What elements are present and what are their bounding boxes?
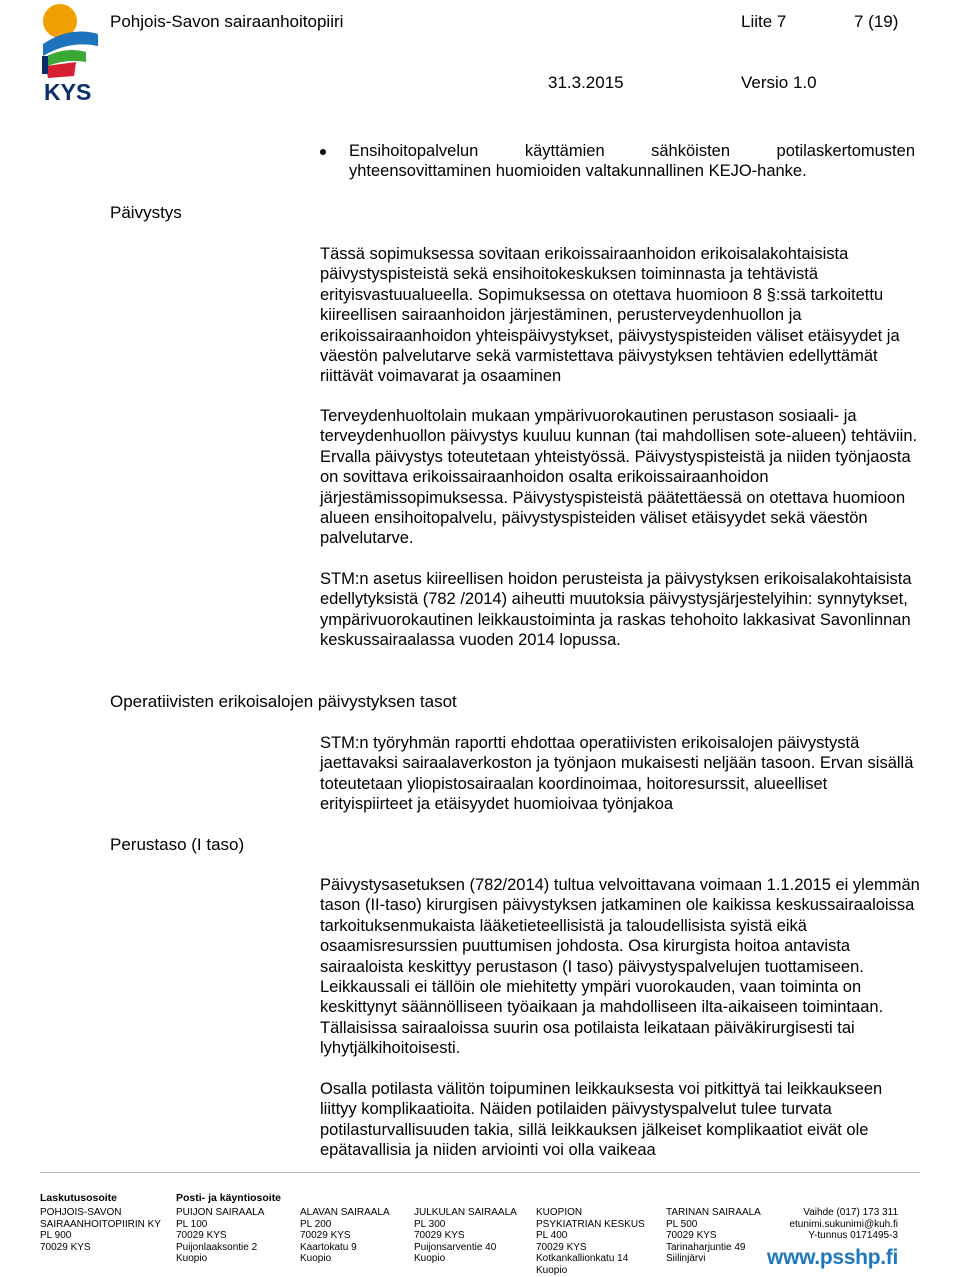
footer-line: SAIRAANHOITOPIIRIN KY bbox=[40, 1218, 161, 1230]
footer-line: 70029 KYS bbox=[300, 1230, 351, 1242]
footer-phone: Vaihde (017) 173 311 bbox=[803, 1207, 898, 1218]
paragraph: Osalla potilasta välitön toipuminen leikkauksesta voi pitkittyä tai leikkaukseen liittyy komplikaatioita. Näiden potilaiden päivystyspalvelut tulee turvata potilasturvallisuuden takia, sillä leikkauksen jälkeiset komplikaatiot eivät ole epätavallisia ja niiden arviointi voi olla vaikeaa bbox=[320, 1080, 883, 1160]
footer-line: JULKULAN SAIRAALA bbox=[414, 1207, 517, 1218]
footer-contact-info bbox=[789, 1207, 898, 1242]
footer-line: Tarinaharjuntie 49 bbox=[666, 1241, 746, 1253]
footer-line: Kaartokatu 9 bbox=[300, 1241, 357, 1253]
footer-line: Siilinjärvi bbox=[666, 1253, 706, 1265]
paragraph: Terveydenhuoltolain mukaan ympärivuorokautinen perustason sosiaali- ja terveydenhuollon päivystys kuuluu kunnan (tai mahdollisen sote-alueen) tehtäviin. Ervalla päivystys toteutetaan yhteistyössä. Päivystyspisteistä ja niiden työnjaosta on sovittava erikoissairaanhoidon osalta erikoissairaanhoidon järjestämissopimuksessa. Päivystyspisteistä päätettäessä on otettava huomioon alueen ensihoitopalvelu, päivystyspisteiden väliset etäisyydet sekä väestön palvelutarve. bbox=[320, 407, 918, 548]
footer-divider bbox=[40, 1172, 920, 1173]
footer-line: Kuopio bbox=[536, 1264, 568, 1276]
footer-line: PSYKIATRIAN KESKUS bbox=[536, 1218, 645, 1230]
page-number: 7 (19) bbox=[854, 12, 899, 31]
kys-logo bbox=[40, 4, 102, 102]
footer-line: 70029 KYS bbox=[414, 1230, 465, 1242]
footer-email[interactable]: etunimi.sukunimi@kuh.fi bbox=[789, 1218, 898, 1230]
footer-tarina-address bbox=[666, 1207, 761, 1265]
footer-line: PL 100 bbox=[176, 1218, 208, 1230]
footer-title: Posti- ja käyntiosoite bbox=[176, 1192, 282, 1204]
footer-billing-address bbox=[40, 1189, 161, 1253]
footer-psychiatry-address bbox=[536, 1207, 645, 1277]
footer-line: PUIJON SAIRAALA bbox=[176, 1207, 265, 1218]
section-heading-perustaso: Perustaso (I taso) bbox=[110, 835, 245, 854]
footer-line: PL 300 bbox=[414, 1218, 446, 1230]
footer-title: Laskutusosoite bbox=[40, 1192, 118, 1204]
footer-line: Kuopio bbox=[414, 1253, 446, 1265]
paragraph: Tässä sopimuksessa sovitaan erikoissairaanhoidon erikoisalakohtaisista päivystyspisteistä sekä ensihoitokeskuksen toiminnasta ja tehtävistä erityisvastuualueella. Sopimuksessa on otettava huomioon 8 §:ssä tarkoitettu kiireellisen sairaanhoidon järjestäminen, perusterveydenhuollon ja erikoissairaanhoidon yhteispäivystykset, päivystyspisteiden väliset etäisyydet ja väestön palvelutarve sekä varmistettava päivystyksen tehtävien edellyttämät riittävät voimavarat ja osaaminen bbox=[320, 245, 900, 386]
footer-line: 70029 KYS bbox=[536, 1241, 587, 1253]
footer-julkula-address bbox=[414, 1207, 517, 1265]
section-heading-paivystys: Päivystys bbox=[110, 203, 182, 222]
footer-line: KUOPION bbox=[536, 1207, 583, 1218]
bullet-line: yhteensovittaminen huomioiden valtakunnallinen KEJO-hanke. bbox=[349, 162, 807, 181]
footer-line: POHJOIS-SAVON bbox=[40, 1207, 122, 1218]
logo-text: KYS bbox=[44, 79, 92, 102]
footer-line: Kotkankallionkatu 14 bbox=[536, 1253, 629, 1265]
footer-line: PL 500 bbox=[666, 1218, 698, 1230]
paragraph: STM:n asetus kiireellisen hoidon perusteista ja päivystyksen erikoisalakohtaisista edellytyksistä (782 /2014) aiheutti muutoksia päivystysjärjestelyihin: synnytykset, ympärivuorokautinen leikkaustoiminta ja raskas tehohoito lakkasivat Savonlinnan keskussairaalassa vuoden 2014 lopussa. bbox=[320, 570, 912, 650]
bullet-marker bbox=[320, 149, 326, 155]
organization-name: Pohjois-Savon sairaanhoitopiiri bbox=[110, 12, 344, 31]
paragraph: STM:n työryhmän raportti ehdottaa operatiivisten erikoisalojen päivystystä jaettavaksi sairaalaverkoston ja työnjaon mukaisesti neljään tasoon. Ervan sisällä toteutetaan yliopistosairaalan koordinoimaa, hoitoresurssit, alueelliset erityispiirteet ja etäisyydet huomioivaa työnjakoa bbox=[320, 734, 914, 814]
footer-line: Puijonsarventie 40 bbox=[414, 1241, 497, 1253]
footer-line: PL 400 bbox=[536, 1230, 568, 1242]
footer-line: 70029 KYS bbox=[666, 1230, 717, 1242]
section-heading-operatiiviset: Operatiivisten erikoisalojen päivystyksen tasot bbox=[110, 692, 457, 711]
bullet-item bbox=[349, 141, 915, 182]
footer-line: 70029 KYS bbox=[40, 1241, 91, 1253]
footer-line: PL 900 bbox=[40, 1230, 72, 1242]
footer-line: ALAVAN SAIRAALA bbox=[300, 1207, 390, 1218]
website-link[interactable]: www.psshp.fi bbox=[767, 1246, 898, 1269]
footer-puijo-address bbox=[176, 1189, 281, 1265]
kys-logo-graphic bbox=[40, 4, 102, 102]
footer-line: TARINAN SAIRAALA bbox=[666, 1207, 761, 1218]
footer-line: PL 200 bbox=[300, 1218, 332, 1230]
document-date: 31.3.2015 bbox=[548, 73, 624, 92]
footer-line: 70029 KYS bbox=[176, 1230, 227, 1242]
footer-alava-address bbox=[300, 1207, 390, 1265]
footer-line: Puijonlaaksontie 2 bbox=[176, 1241, 258, 1253]
footer-business-id: Y-tunnus 0171495-3 bbox=[808, 1230, 898, 1242]
paragraph: Päivystysasetuksen (782/2014) tultua velvoittavana voimaan 1.1.2015 ei ylemmän tason (II-taso) kirurgisen päivystyksen jatkaminen ole kaikissa keskussairaaloissa tarkoituksenmukaista lääketieteellisistä ja taloudellisista syistä eikä osaamisresurssien puuttumisen johdosta. Osa kirurgista hoitoa antavista sairaaloista keskittyy perustason (I taso) päivystyspalvelujen tuottamiseen. Leikkaussali ei tällöin ole miehitetty ympäri vuorokauden, vaan toiminta on keskittynyt säännölliseen työaikaan ja mahdolliseen ilta-aikaiseen toimintaan. Tällaisissa sairaaloissa suurin osa potilaista leikataan päiväkirurgisesti tai lyhytjälkihoitoisesti. bbox=[320, 876, 920, 1058]
bullet-line: Ensihoitopalvelun käyttämien sähköisten potilaskertomusten bbox=[349, 142, 915, 160]
footer-line: Kuopio bbox=[300, 1253, 332, 1265]
document-version: Versio 1.0 bbox=[741, 73, 817, 92]
footer-line: Kuopio bbox=[176, 1253, 208, 1265]
attachment-label: Liite 7 bbox=[741, 12, 787, 31]
